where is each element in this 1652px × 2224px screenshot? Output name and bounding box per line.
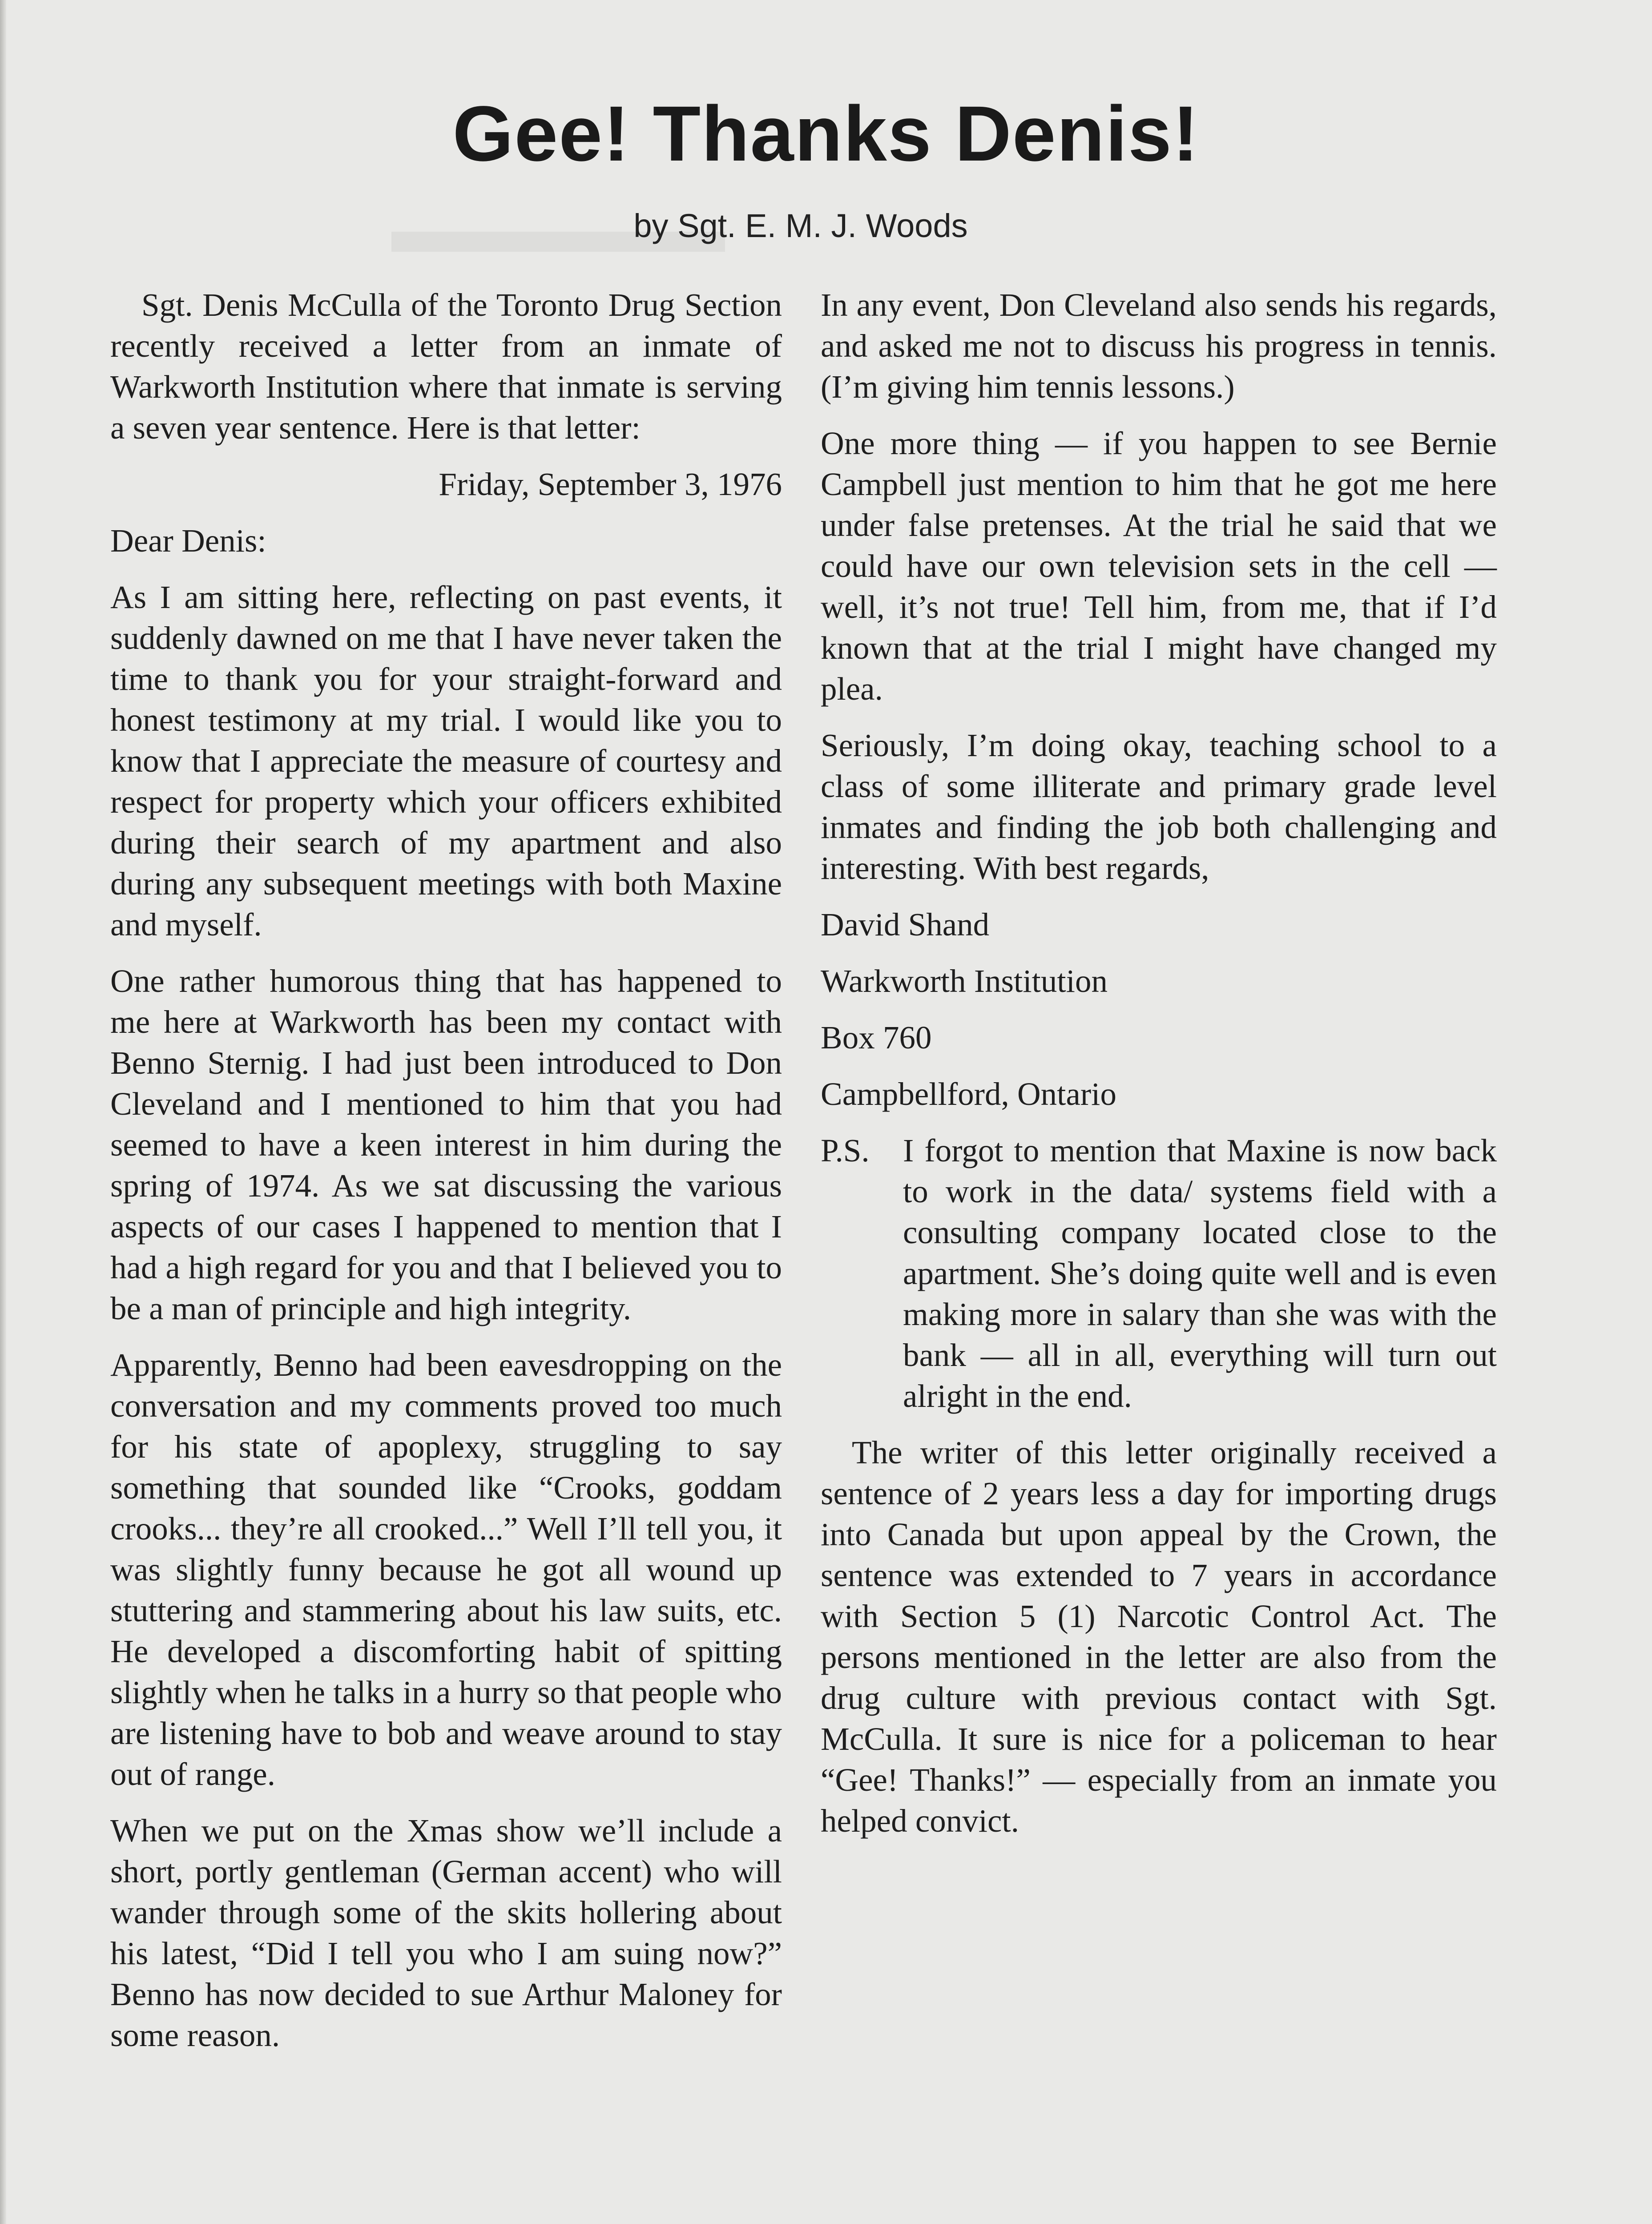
show-through-ghost-text: ▬▬▬▬▬	[391, 193, 725, 266]
letter-paragraph: One rather humorous thing that has happened to me here at Warkworth has been my contact with Benno Sternig. I had just been introduced to Don Cleveland and I mentioned to him that you had seemed to have a keen interest in him during the spring of 1974. As we sat discussing the various aspects of our cases I happened to mention that I had a high regard for you and that I believed you to be a man of principle and high integrity.	[110, 963, 782, 1326]
letter-paragraph: Apparently, Benno had been eavesdropping on the conversation and my comments proved too much for his state of apoplexy, struggling to say something that sounded like “Crooks, goddam crooks... they’re all crooked...” Well I’ll tell you, it was slightly funny because he got all wound up stuttering and stammering about his law suits, etc. He developed a discomforting habit of spitting slightly when he talks in a hurry so that people who are listening have to bob and weave around to stay out of range.	[110, 1347, 782, 1792]
page-edge-shadow	[0, 0, 6, 2224]
letter-paragraph: Seriously, I’m doing okay, teaching school to a class of some illiterate and primary grade level inmates and finding the job both challenging and interesting. With best regards,	[821, 727, 1497, 886]
letter-paragraph: When we put on the Xmas show we’ll include a short, portly gentleman (German accent) who will wander through some of the skits hollering about his latest, “Did I tell you who I am suing now?” Benno has now decided to sue Arthur Maloney for some reason.	[110, 1813, 782, 2053]
signature-box: Box 760	[821, 1019, 932, 1056]
left-column	[110, 285, 782, 2071]
signature-name: David Shand	[821, 907, 990, 943]
postscript	[821, 1130, 1497, 1417]
signature-institution: Warkworth Institution	[821, 963, 1108, 999]
postscript-label: P.S.	[821, 1132, 870, 1168]
postscript-text: I forgot to mention that Maxine is now back to work in the data/ systems field with a consulting company located close to the apartment. She’s doing quite well and is even making more in salary than she was with the bank — all in all, everything will turn out alright in the end.	[903, 1132, 1497, 1414]
signature-city: Campbellford, Ontario	[821, 1076, 1116, 1112]
article-title: Gee! Thanks Denis!	[452, 90, 1200, 177]
letter-paragraph: As I am sitting here, reflecting on past events, it suddenly dawned on me that I have never taken the time to thank you for your straight-forward and honest testimony at my trial. I would like you to know that I appreciate the measure of courtesy and respect for property which your officers exhibited during their search of my apartment and also during any subsequent meetings with both Maxine and myself.	[110, 579, 782, 943]
intro-paragraph: Sgt. Denis McCulla of the Toronto Drug Section recently received a letter from an inmate of Warkworth Institution where that inmate is serving a seven year sentence. Here is that letter:	[110, 287, 782, 446]
letter-paragraph: One more thing — if you happen to see Bernie Campbell just mention to him that he got me here under false pretenses. At the trial he said that we could have our own television sets in the cell — well, it’s not true! Tell him, from me, that if I’d known that at the trial I might have changed my plea.	[821, 425, 1497, 707]
letter-salutation: Dear Denis:	[110, 523, 266, 559]
letter-paragraph: In any event, Don Cleveland also sends his regards, and asked me not to discuss his progress in tennis. (I’m giving him tennis lessons.)	[821, 287, 1497, 405]
letter-date: Friday, September 3, 1976	[439, 466, 782, 502]
closing-paragraph: The writer of this letter originally received a sentence of 2 years less a day for importing drugs into Canada but upon appeal by the Crown, the sentence was extended to 7 years in accordance with Section 5 (1) Narcotic Control Act. The persons mentioned in the letter are also from the drug culture with previous contact with Sgt. McCulla. It sure is nice for a policeman to hear “Gee! Thanks!” — especially from an inmate you helped convict.	[821, 1434, 1497, 1839]
article-byline: by Sgt. E. M. J. Woods	[633, 207, 968, 244]
signature-block	[821, 904, 1497, 1115]
right-column	[821, 285, 1497, 1857]
